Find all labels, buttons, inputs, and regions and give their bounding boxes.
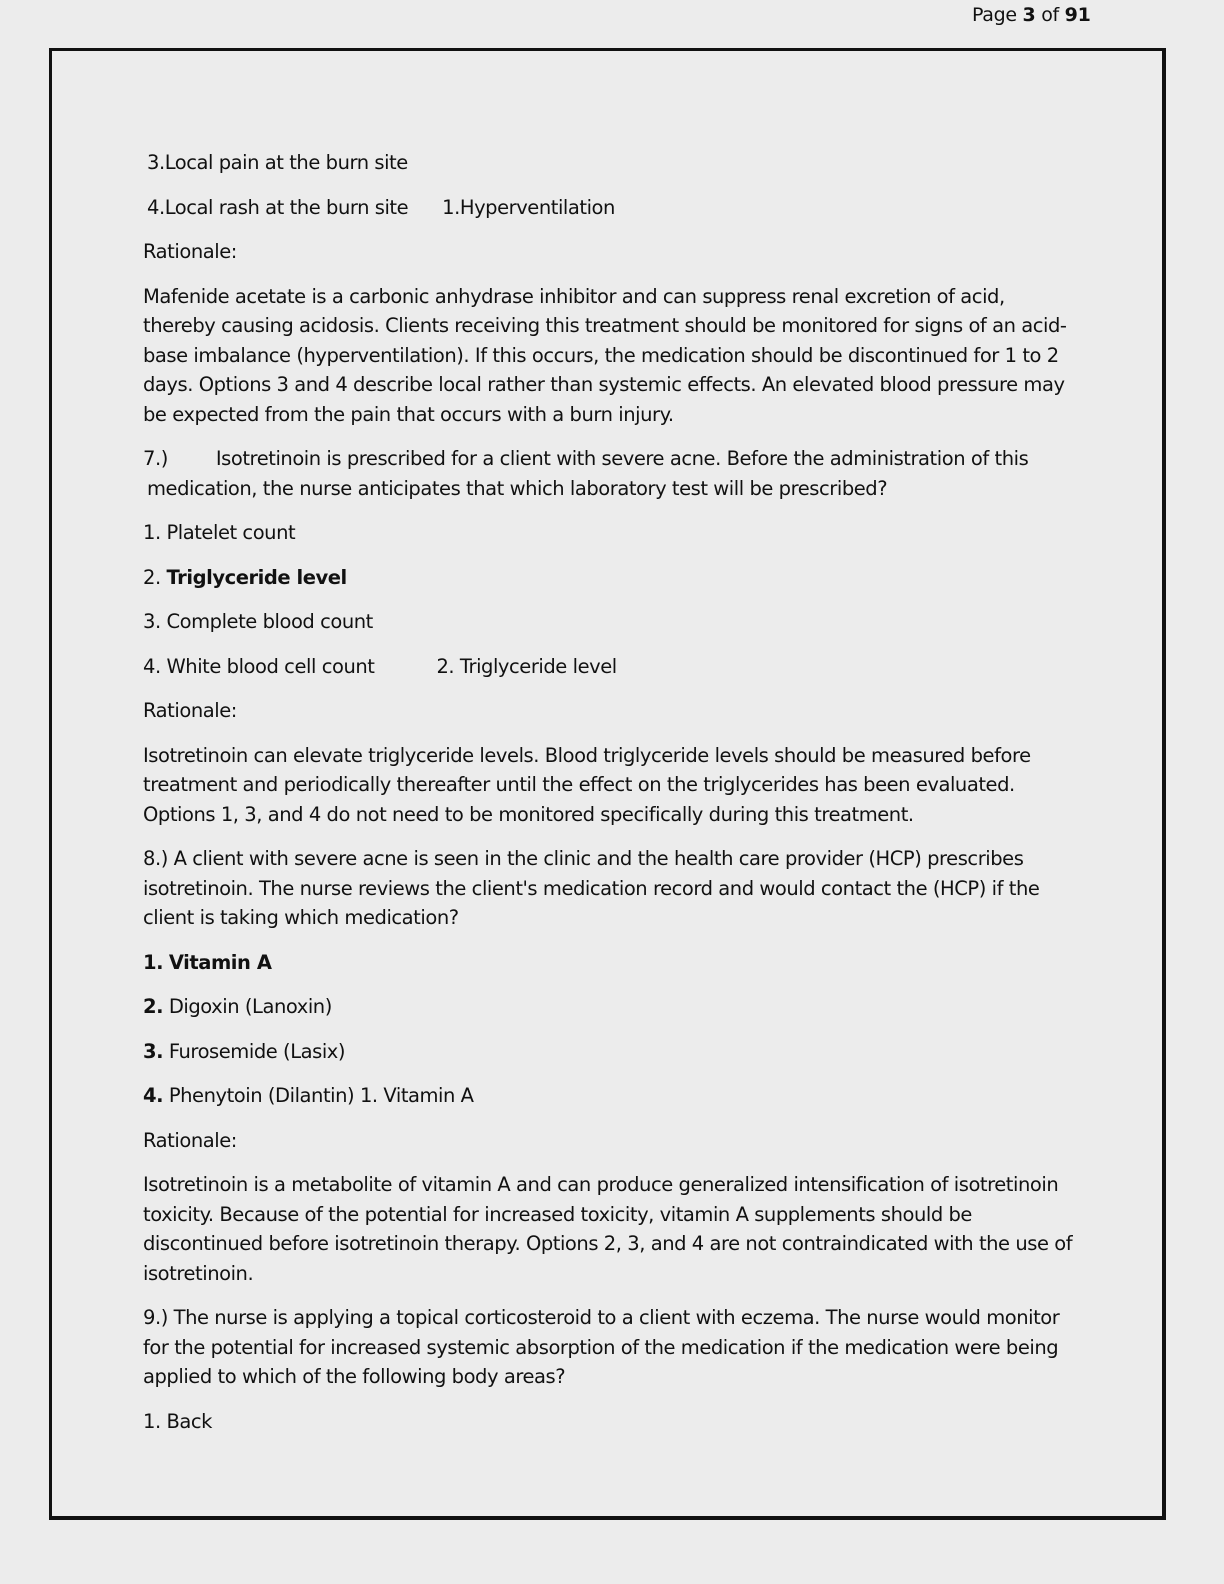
q7-rationale-label: Rationale:: [143, 699, 237, 722]
q9-option-1: 1. Back: [143, 1409, 212, 1433]
q8-option-2: 2. Digoxin (Lanoxin): [143, 995, 332, 1018]
q6-rationale-label: Rationale:: [143, 240, 237, 263]
q8-option-1: 1. Vitamin A: [143, 950, 272, 974]
q7-option-3: 3. Complete blood count: [143, 610, 373, 633]
q6-rationale: Mafenide acetate is a carbonic anhydrase inhibitor and can suppress renal excretion of acid, thereby causing acidosis. Clients receiving this treatment should be monitored for signs of an acid-base imbalance (hyperventilation). If this occurs, the medication should be discontinued for 1 to 2 days. Options 3 and 4 describe local rather than systemic effects. An elevated blood pressure may be expected from the pain that occurs with a burn injury.: [143, 284, 1067, 426]
q8-rationale: Isotretinoin is a metabolite of vitamin A and can produce generalized intensification of isotretinoin toxicity. Because of the potential for increased toxicity, vitamin A supplements should be discontinued before isotretinoin therapy. Options 2, 3, and 4 are not contraindicated with the use of isotretinoin.: [143, 1173, 1073, 1285]
page-number: Page 3 of 91: [972, 4, 1091, 26]
q9-question: 9.) The nurse is applying a topical corticosteroid to a client with eczema. The nurse would monitor for the potential for increased systemic absorption of the medication if the medication were being applied to which of the following body areas?: [143, 1306, 1060, 1388]
q6-answer: 1.Hyperventilation: [442, 195, 615, 219]
q7-option-1: 1. Platelet count: [143, 521, 296, 544]
q7-answer: 2. Triglyceride level: [436, 654, 617, 678]
q8-option-4-with-answer: 4. Phenytoin (Dilantin) 1. Vitamin A: [143, 1084, 474, 1107]
document-body: [143, 148, 1079, 1451]
q8-question: 8.) A client with severe acne is seen in the clinic and the health care provider (HCP) prescribes isotretinoin. The nurse reviews the client's medication record and would contact the (HCP) if the client is taking which medication?: [143, 847, 1040, 929]
q7-option-2: 2. Triglyceride level: [143, 565, 347, 589]
q7-option-4-with-answer: 4. White blood cell count 2. Triglyceride level: [143, 654, 617, 678]
q6-option-4-with-answer: 4.Local rash at the burn site 1.Hyperventilation: [147, 195, 615, 219]
q7-rationale: Isotretinoin can elevate triglyceride levels. Blood triglyceride levels should be measured before treatment and periodically thereafter until the effect on the triglycerides has been evaluated. Options 1, 3, and 4 do not need to be monitored specifically during this treatment.: [143, 743, 1031, 826]
q6-option-3: 3.Local pain at the burn site: [147, 151, 408, 174]
q7-question: 7.) Isotretinoin is prescribed for a client with severe acne. Before the administration of this medication, the nurse anticipates that which laboratory test will be prescribed?: [143, 447, 1029, 500]
q8-option-3: 3. Furosemide (Lasix): [143, 1039, 346, 1063]
q8-rationale-label: Rationale:: [143, 1128, 237, 1152]
